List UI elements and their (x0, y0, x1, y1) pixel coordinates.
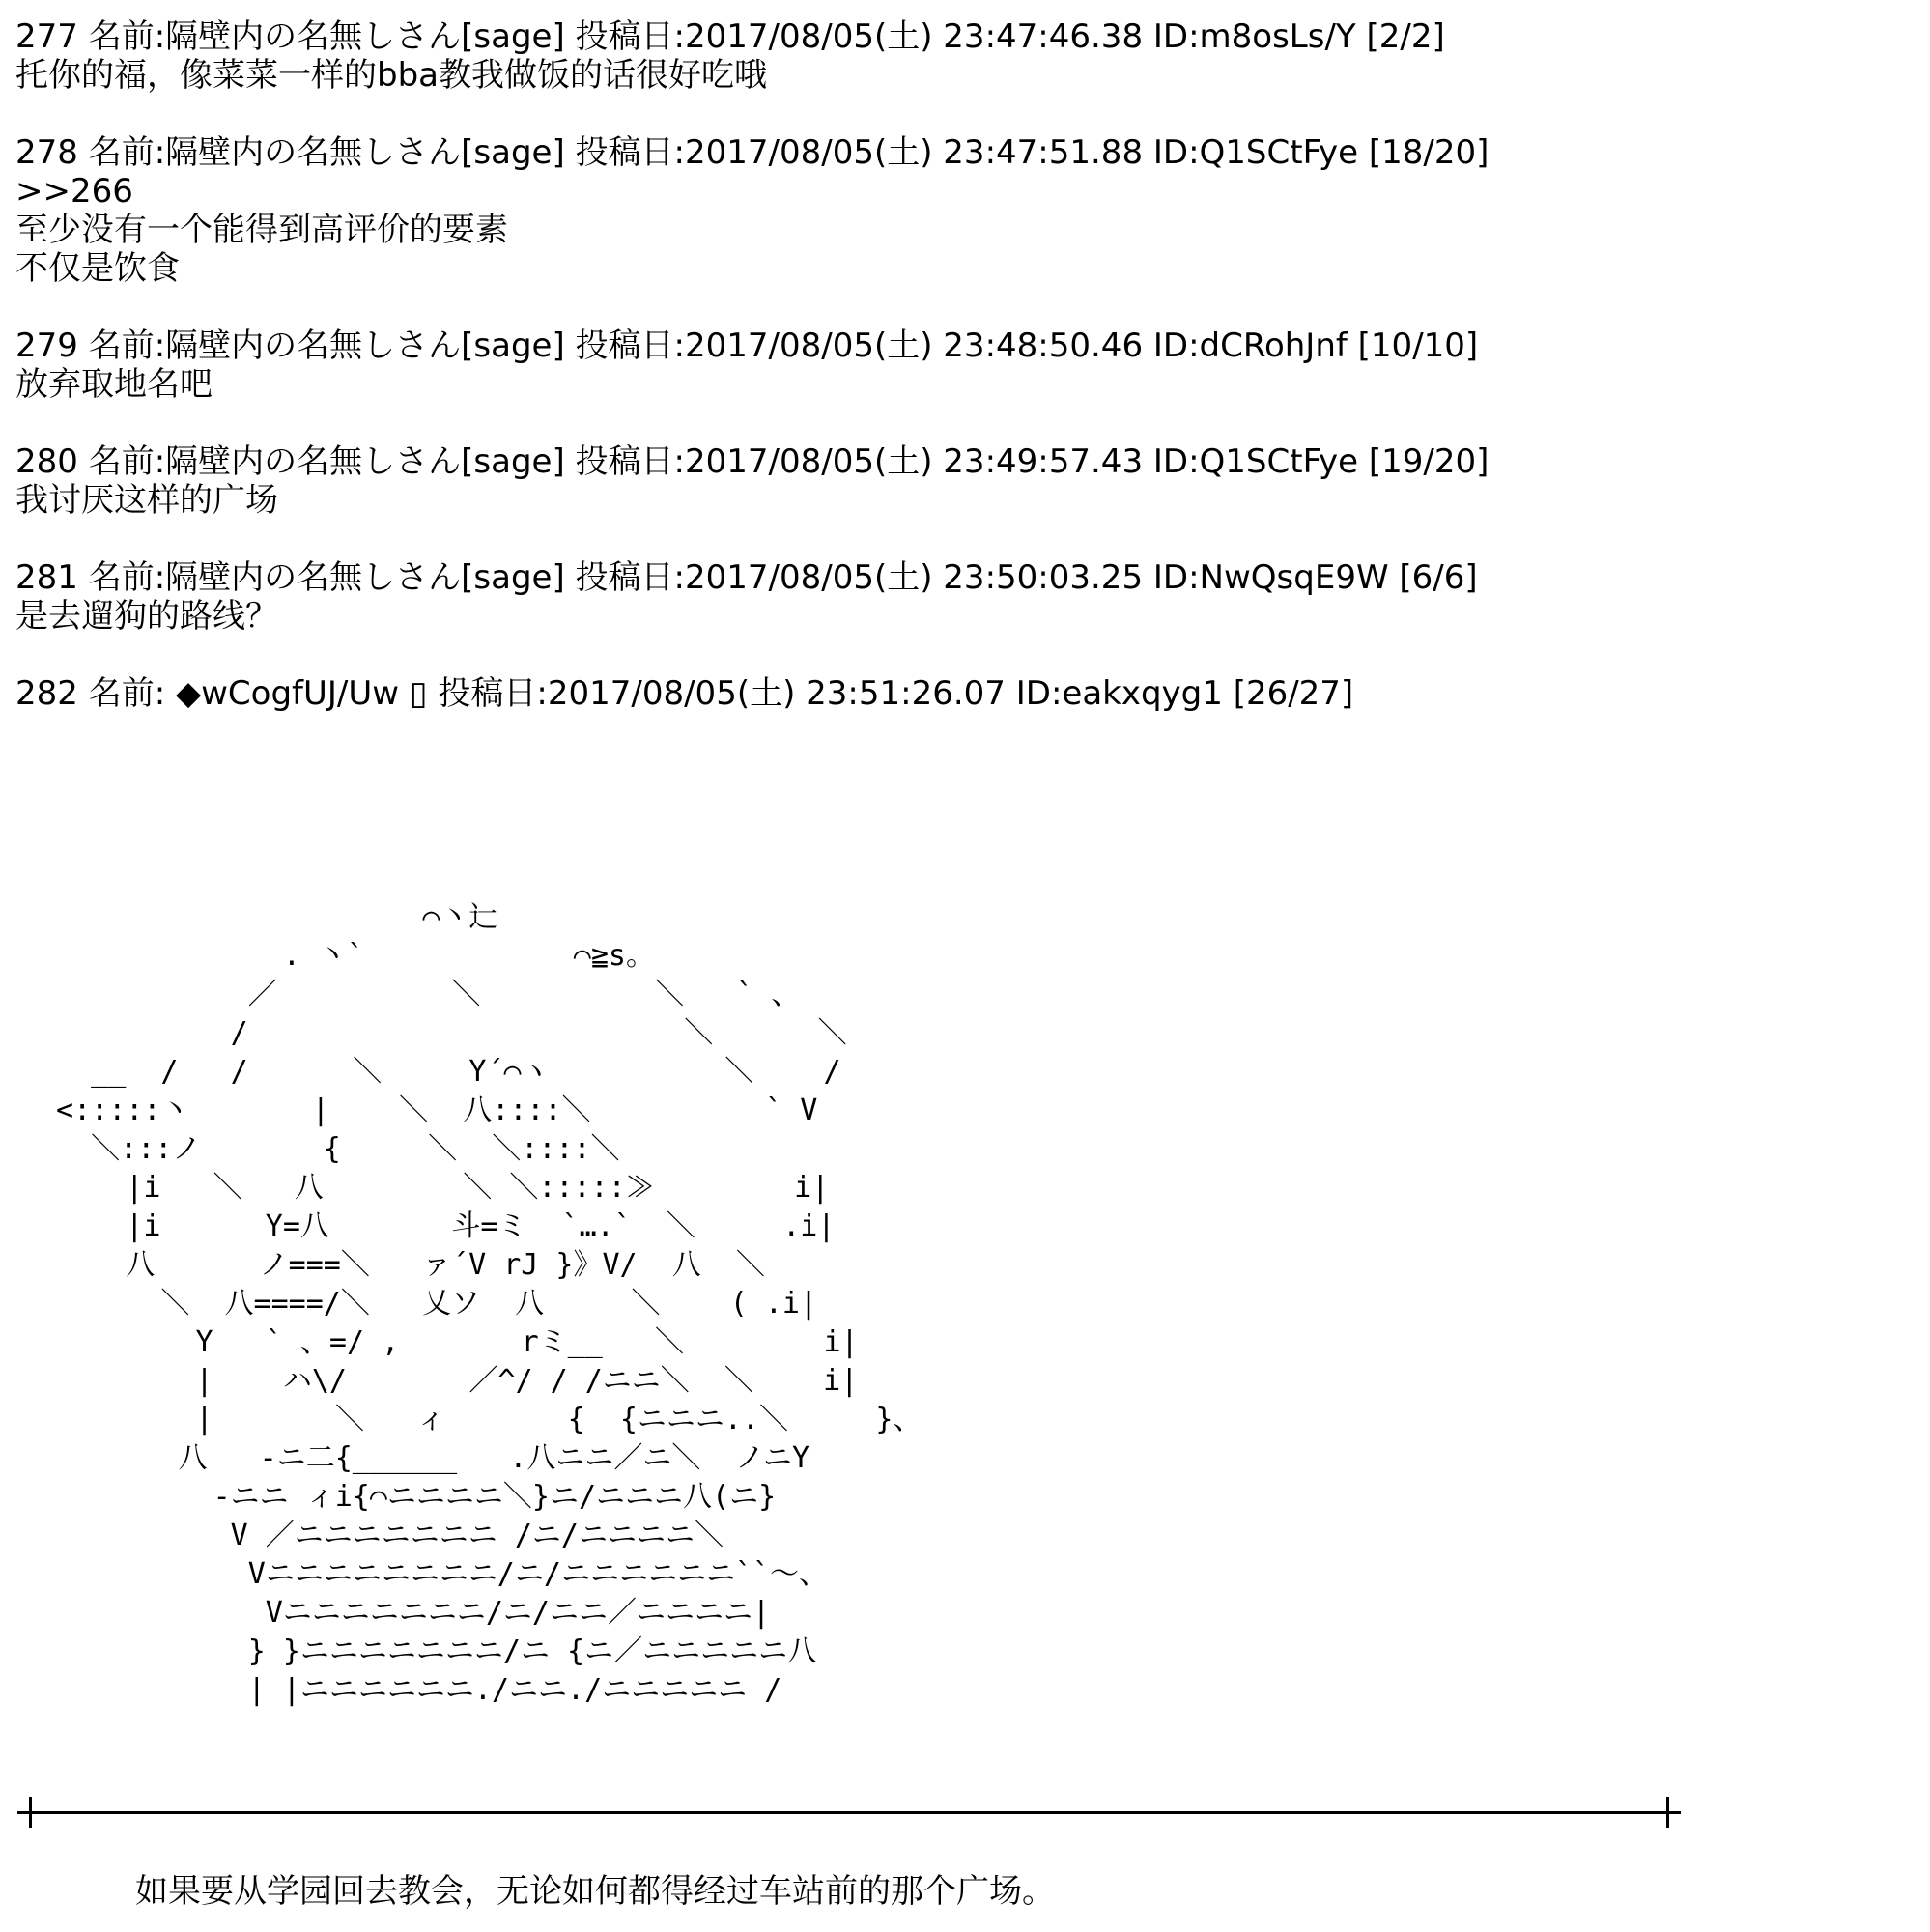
post-body-line: 放弃取地名吧 (15, 365, 213, 404)
ascii-art-illustration: ⌒丶辷 . 丶` ⌒≧s。 ／ ＼ ＼ ` 、 / ＼ ＼ __ / / ＼ Y´⌒ヽ ＼ / <:::::丶 | ＼ 八::::＼ ` V ＼:::ノ { ＼ ＼::::＼ |i ＼ 八 ＼ ＼:::::≫ i| |i Y=八 斗=ミ `….` ＼ .i| 八 ノ===＼ ァ´V rJ }》V/ 八 ＼ ＼ 八====/＼ 乂ソ 八 ＼ ( .i| Y ` 、=/ , rミ__ ＼ i| | ハ\/ ／^/ / /ニニ＼ ＼ i| | ＼ ィ { {ニニニ..＼ }、 八 -ニ二{______ .八ニニ／ニ＼ ノニY -ニニ ィi{⌒ニニニニ＼}ニ/ニニニ八(ニ} V ／ニニニニニニニ /ニ/ニニニニ＼ Vニニニニニニニニ/ニ/ニニニニニニ``～、 Vニニニニニニニ/ニ/ニニ／ニニニニ| } }ニニニニニニニ/ニ {ニ／ニニニニニ八 | |ニニニニニニ./ニニ./ニニニニニ / (56, 900, 922, 1707)
post (15, 674, 1909, 713)
post-header: 278 名前:隔壁内の名無しさん[sage] 投稿日:2017/08/05(土) 23:47:51.88 ID:Q1SCtFye [18/20] (15, 133, 1490, 172)
post-header: 277 名前:隔壁内の名無しさん[sage] 投稿日:2017/08/05(土) 23:47:46.38 ID:m8osLs/Y [2/2] (15, 17, 1445, 56)
post-body-line: 不仅是饮食 (15, 249, 180, 288)
post (15, 327, 1909, 404)
post-body-line: >>266 (15, 172, 133, 211)
post (15, 133, 1909, 288)
post-body-line: 托你的福，像菜菜一样的bba教我做饭的话很好吃哦 (15, 56, 767, 95)
narration-text: 如果要从学园回去教会，无论如何都得经过车站前的那个广场。 (135, 1872, 1055, 1911)
post (15, 558, 1909, 636)
post-body-line: 我讨厌这样的广场 (15, 481, 278, 520)
post-body-line: 是去遛狗的路线？ (15, 597, 278, 636)
thread-posts (15, 17, 1909, 752)
post (15, 17, 1909, 95)
post-header: 282 名前: ◆wCogfUJ/Uw ▯ 投稿日:2017/08/05(土) 23:51:26.07 ID:eakxqyg1 [26/27] (15, 674, 1354, 713)
post-header: 279 名前:隔壁内の名無しさん[sage] 投稿日:2017/08/05(土) 23:48:50.46 ID:dCRohJnf [10/10] (15, 327, 1479, 365)
divider-left-tick (29, 1797, 32, 1828)
post (15, 442, 1909, 520)
post-header: 280 名前:隔壁内の名無しさん[sage] 投稿日:2017/08/05(土) 23:49:57.43 ID:Q1SCtFye [19/20] (15, 442, 1490, 481)
divider-right-tick (1666, 1797, 1669, 1828)
post-body-line: 至少没有一个能得到高评价的要素 (15, 211, 508, 249)
post-header: 281 名前:隔壁内の名無しさん[sage] 投稿日:2017/08/05(土) 23:50:03.25 ID:NwQsqE9W [6/6] (15, 558, 1478, 597)
section-divider (17, 1811, 1681, 1814)
